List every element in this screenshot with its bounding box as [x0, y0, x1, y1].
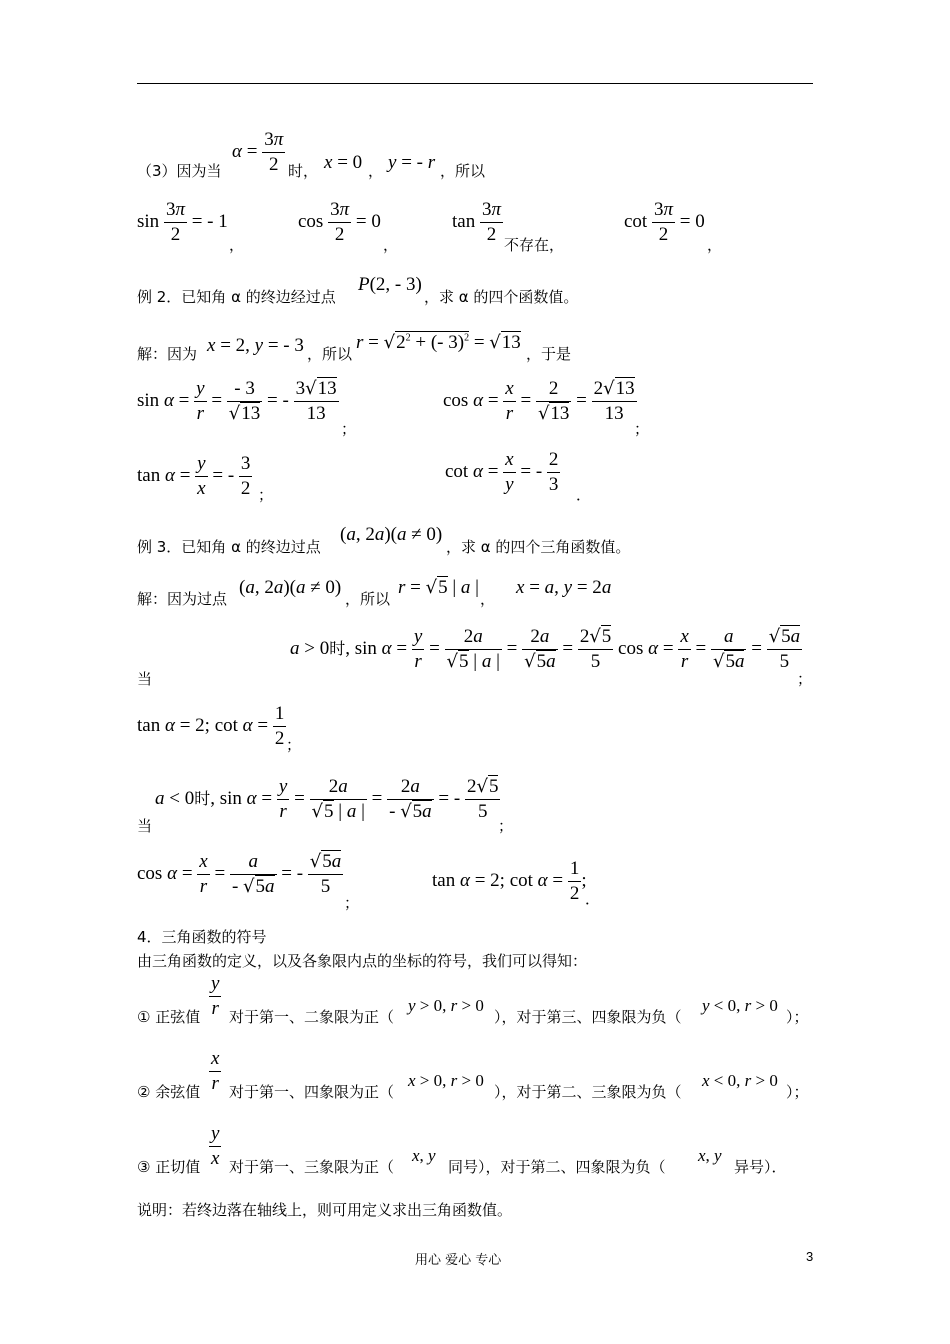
formula-xy-diff: x, y: [698, 1146, 722, 1165]
formula-cos-2: cos α = $\frac{x}{r}$ = $\frac{2}{√13}$ = $\frac{2√13}{13}$: [443, 378, 635, 424]
footer-text: 用心 爱心 专心: [415, 1253, 502, 1268]
formula-tan-2: tan α = $\frac{y}{x}$ = - $\frac{3}{2}$: [137, 453, 251, 499]
formula-tancot-neg: tan α = 2; cot α = $\frac{1}{2}$ ;: [432, 858, 587, 904]
text-fragment: 对于第一、四象限为正（: [229, 1083, 395, 1101]
formula-cot-2: cot α = $\frac{x}{y}$ = - $\frac{2}{3}$: [445, 449, 559, 495]
punct: ；: [344, 894, 360, 912]
text-fragment: 不存在，: [504, 236, 565, 254]
formula-r3: r = √5 | a |: [398, 577, 479, 598]
formula-x0: x = 0: [324, 152, 363, 173]
punct: ．: [576, 486, 592, 504]
formula-sin-2: sin α = $\frac{y}{r}$ = $\frac{- 3}{√13}$ = - $\frac{3√13}{13}$: [137, 378, 337, 424]
rule-cosine: ② 余弦值: [137, 1083, 201, 1101]
text-fragment: ，于是: [526, 345, 572, 363]
formula-yr: $\frac{y}{r}$: [211, 973, 220, 1019]
text-fragment: ）；: [786, 1008, 809, 1026]
text-fragment: ，所以: [307, 345, 353, 363]
example-2-heading: 例 2．已知角 α 的终边经过点: [137, 288, 336, 306]
formula-apos: a > 0时, sin α = $\frac{y}{r}$ = $\frac{2a}{√5 | a |}$ = $\frac{2a}{√5a}$ = $\frac{2√5}{5}$ cos α = $\frac{x}{r}$ = $\frac{a}{√5a}$ = $\frac{√5a}{5}$: [290, 626, 801, 672]
formula-tancot-pos: tan α = 2; cot α = $\frac{1}{2}$: [137, 703, 285, 749]
text-fragment: 对于第一、三象限为正（: [229, 1158, 395, 1176]
punct: ，: [229, 236, 245, 254]
text-fragment: 对于第一、二象限为正（: [229, 1008, 395, 1026]
formula-alpha: α = $\frac{3\pi}{2}$: [232, 129, 284, 175]
formula-point-3: (a, 2a)(a ≠ 0): [340, 524, 443, 545]
punct: ，: [707, 236, 723, 254]
punct: ；: [286, 736, 302, 754]
solution-3: 解：因为过点: [137, 590, 228, 608]
rule-sine: ① 正弦值: [137, 1008, 201, 1026]
note: 说明：若终边落在轴线上，则可用定义求出三角函数值。: [137, 1201, 513, 1219]
text-fragment: ）；: [786, 1083, 809, 1101]
text-fragment: ），对于第二、三象限为负（: [494, 1083, 682, 1101]
formula-xy: x = 2, y = - 3: [207, 335, 304, 356]
text-fragment: ，: [480, 590, 496, 608]
formula-point: P(2, - 3): [358, 274, 422, 295]
text-fragment: ，求 α 的四个三角函数值。: [446, 538, 631, 556]
formula-xneg: x < 0, r > 0: [702, 1071, 778, 1090]
formula-r: $r = √2^2$ + (- 3)$^2$ = √13: [356, 332, 521, 353]
formula-ymr: y = - r: [388, 152, 436, 173]
text-fragment: ，所以: [345, 590, 391, 608]
text-fragment: ，所以: [440, 162, 486, 180]
formula-yx: $\frac{y}{x}$: [211, 1123, 220, 1169]
formula-cot: cot $\frac{3\pi}{2}$ = 0: [624, 199, 705, 245]
text-fragment: 同号），对于第二、四象限为负（: [448, 1158, 666, 1176]
punct: ；: [258, 486, 274, 504]
formula-xpos: x > 0, r > 0: [408, 1071, 484, 1090]
formula-sin: sin $\frac{3\pi}{2}$ = - 1: [137, 199, 228, 245]
punct: ；: [498, 817, 514, 835]
punct: ；: [797, 670, 813, 688]
text-dang: 当: [137, 817, 153, 835]
formula-xy-same: x, y: [412, 1146, 436, 1165]
formula-yneg: y < 0, r > 0: [702, 996, 778, 1015]
punct: ；: [634, 420, 650, 438]
formula-cos: cos $\frac{3\pi}{2}$ = 0: [298, 199, 381, 245]
formula-aneg: a < 0时, sin α = $\frac{y}{r}$ = $\frac{2a}{√5 | a |}$ = $\frac{2a}{- √5a}$ = - $\frac{2√5}{5}$: [155, 776, 499, 822]
text-fragment: ），对于第三、四象限为负（: [494, 1008, 682, 1026]
text-dang: 当: [137, 670, 153, 688]
example-3-heading: 例 3．已知角 α 的终边过点: [137, 538, 321, 556]
page-number: 3: [806, 1249, 814, 1264]
formula-xr: $\frac{x}{r}$: [211, 1048, 220, 1094]
text-line: （3）因为当: [137, 162, 222, 180]
punct: ．: [585, 890, 601, 908]
text-fragment: 异号）．: [734, 1158, 787, 1176]
section-4-heading: 4．三角函数的符号: [137, 928, 267, 946]
text-fragment: 时，: [288, 162, 319, 180]
formula-point-3b: (a, 2a)(a ≠ 0): [239, 577, 342, 598]
formula-tan: tan $\frac{3\pi}{2}$: [452, 199, 501, 245]
header-rule: [137, 83, 813, 84]
text-fragment: ，求 α 的四个函数值。: [424, 288, 579, 306]
formula-cos-neg: cos α = $\frac{x}{r}$ = $\frac{a}{- √5a}$ = - $\frac{√5a}{5}$: [137, 851, 342, 897]
section-4-intro: 由三角函数的定义，以及各象限内点的坐标的符号，我们可以得知：: [137, 952, 588, 970]
solution-2: 解：因为: [137, 345, 198, 363]
formula-ypos: y > 0, r > 0: [408, 996, 484, 1015]
formula-xa: x = a, y = 2a: [516, 577, 612, 598]
text-fragment: ，: [368, 162, 384, 180]
punct: ；: [341, 420, 357, 438]
punct: ，: [383, 236, 399, 254]
rule-tangent: ③ 正切值: [137, 1158, 201, 1176]
